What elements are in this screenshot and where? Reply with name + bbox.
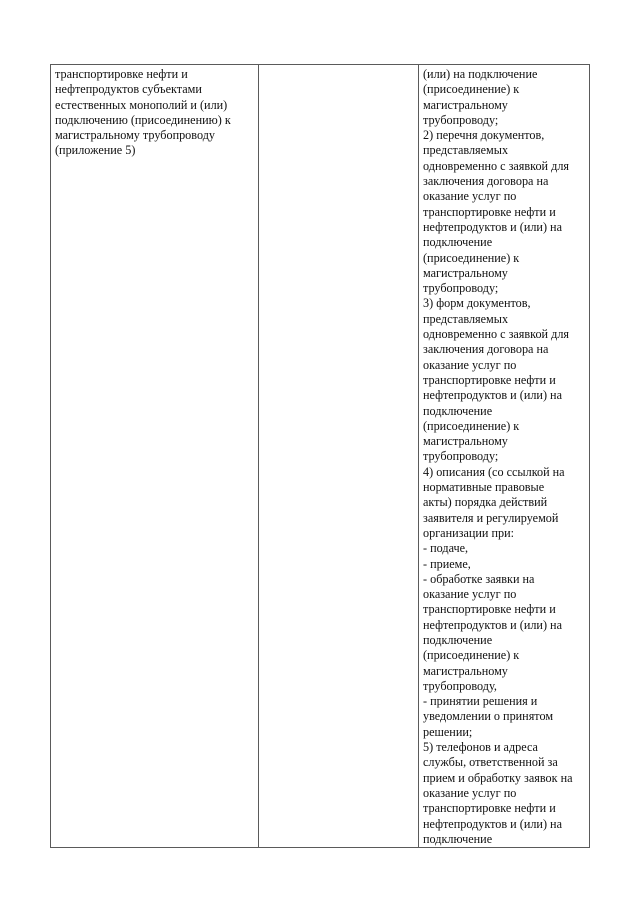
text-line: оказание услуг по <box>423 357 517 372</box>
text-line: нефтепродуктов и (или) на <box>423 816 562 831</box>
text-line: нормативные правовые <box>423 480 545 495</box>
text-line: решении; <box>423 724 473 739</box>
text-line: оказание услуг по <box>423 189 517 204</box>
text-line: 2) перечня документов, <box>423 128 545 143</box>
table-cell-details <box>419 65 590 848</box>
text-line: транспортировке нефти и <box>423 204 556 219</box>
text-line: 4) описания (со ссылкой на <box>423 464 565 479</box>
text-line: трубопроводу; <box>423 449 499 464</box>
text-line: нефтепродуктов и (или) на <box>423 388 562 403</box>
text-line: 5) телефонов и адреса <box>423 740 538 755</box>
text-line: магистральному трубопроводу <box>55 128 215 143</box>
text-line: оказание услуг по <box>423 785 517 800</box>
text-line: 3) форм документов, <box>423 296 531 311</box>
text-line: магистральному <box>423 97 508 112</box>
table-cell-description <box>51 65 259 848</box>
text-line: трубопроводу, <box>423 678 497 693</box>
table-cell-empty <box>259 65 419 848</box>
text-line: представляемых <box>423 143 509 158</box>
text-line: заявителя и регулируемой <box>423 510 559 525</box>
text-line: нефтепродуктов и (или) на <box>423 617 562 632</box>
text-line: естественных монополий и (или) <box>55 97 228 112</box>
text-line: трубопроводу; <box>423 112 499 127</box>
text-line: службы, ответственной за <box>423 755 558 770</box>
text-line: заключения договора на <box>423 342 549 357</box>
table-row <box>51 65 590 848</box>
text-line: подключение <box>423 403 493 418</box>
text-line: транспортировке нефти и <box>55 67 188 81</box>
text-line: подключение <box>423 831 493 846</box>
text-line: одновременно с заявкой для <box>423 327 570 342</box>
text-line: транспортировке нефти и <box>423 801 556 816</box>
text-line: - подаче, <box>423 541 469 556</box>
text-line: прием и обработку заявок на <box>423 770 573 785</box>
text-line: (присоединение) к <box>423 250 520 265</box>
text-line: - принятии решения и <box>423 694 538 709</box>
text-line: трубопроводу; <box>423 281 499 296</box>
text-line: подключение <box>423 632 493 647</box>
text-line: организации при: <box>423 525 515 540</box>
document-table <box>50 64 590 848</box>
text-line: нефтепродуктов субъектами <box>55 82 202 97</box>
text-line: акты) порядка действий <box>423 495 548 510</box>
text-line: (приложение 5) <box>55 143 136 158</box>
text-line: (или) на подключение <box>423 67 538 81</box>
text-line: (присоединение) к <box>423 82 520 97</box>
text-line: магистральному <box>423 434 508 449</box>
text-line: магистральному <box>423 265 508 280</box>
text-line: оказание услуг по <box>423 587 517 602</box>
text-line: (присоединение) к <box>423 418 520 433</box>
text-line: подключение <box>423 235 493 250</box>
text-line: транспортировке нефти и <box>423 372 556 387</box>
text-line: одновременно с заявкой для <box>423 158 570 173</box>
text-line: магистральному <box>423 663 508 678</box>
text-line: - обработке заявки на <box>423 571 535 586</box>
text-line: заключения договора на <box>423 174 549 189</box>
text-line: нефтепродуктов и (или) на <box>423 219 562 234</box>
text-line: - приеме, <box>423 556 471 571</box>
text-line: транспортировке нефти и <box>423 602 556 617</box>
text-line: представляемых <box>423 311 509 326</box>
text-line: подключению (присоединению) к <box>55 112 231 127</box>
text-line: (присоединение) к <box>423 648 520 663</box>
text-line: уведомлении о принятом <box>423 709 554 724</box>
